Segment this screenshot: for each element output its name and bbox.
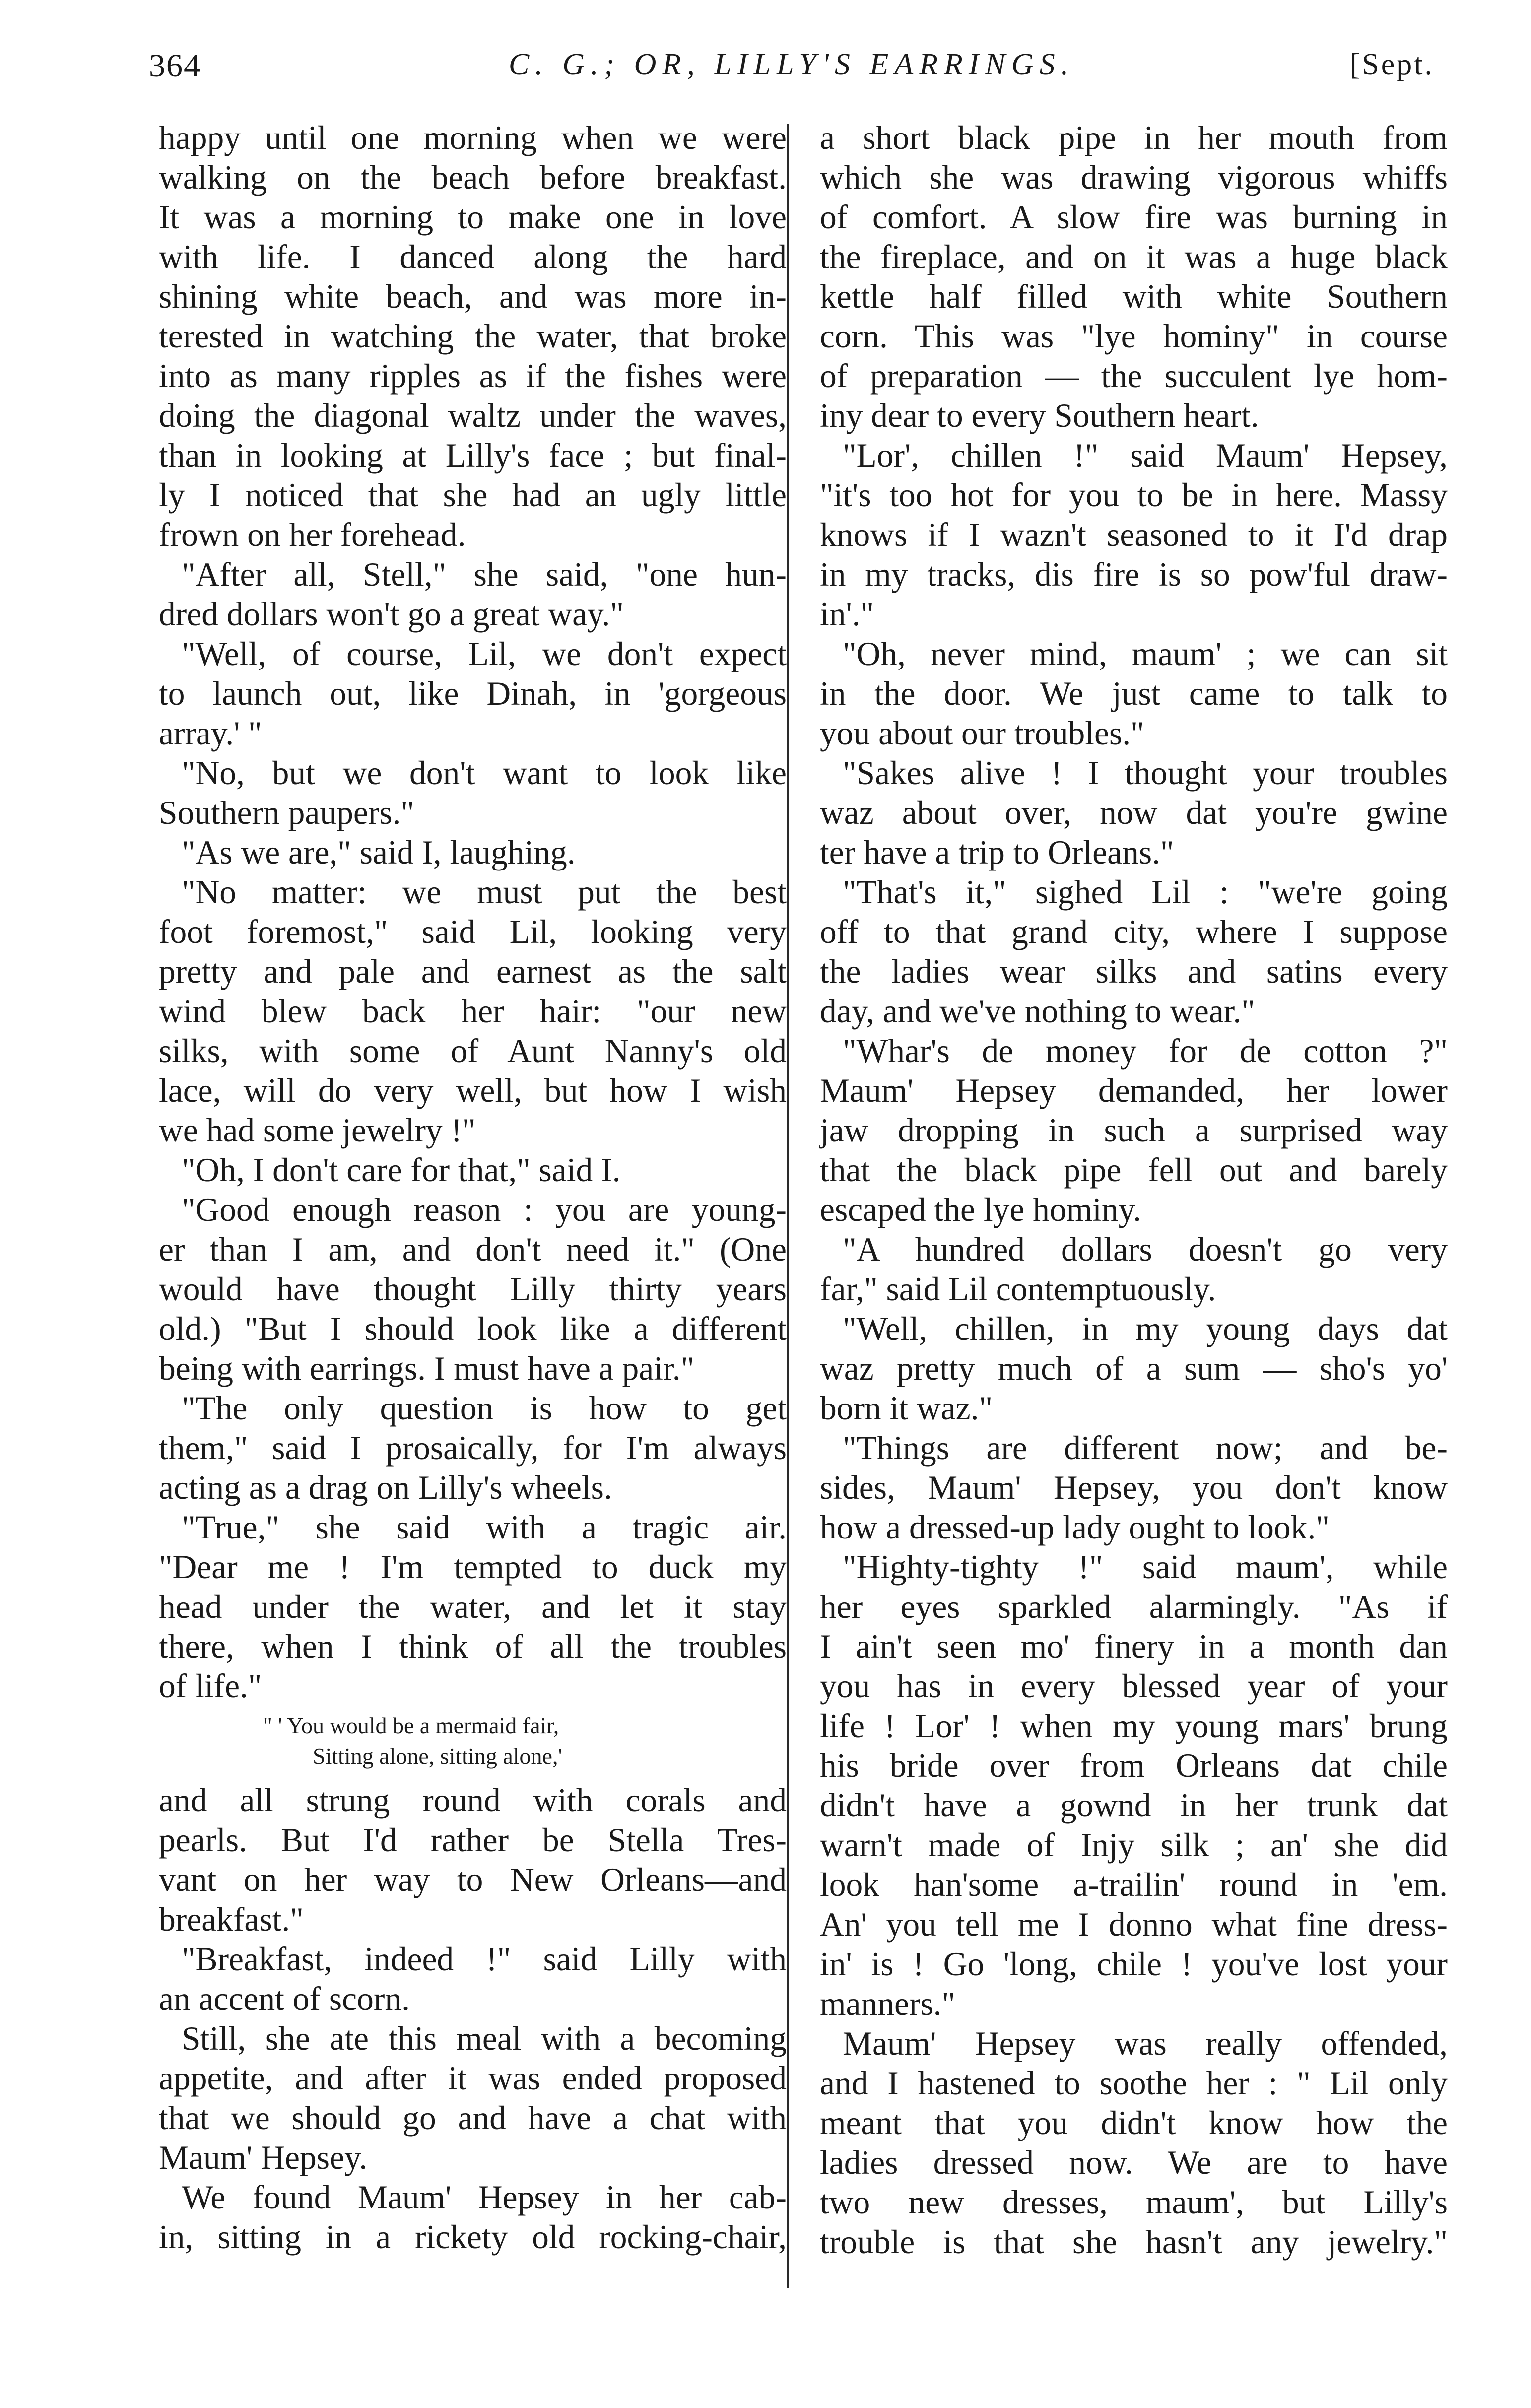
- text-line: with life. I danced along the hard: [159, 238, 787, 275]
- text-line: escaped the lye hominy.: [820, 1191, 1141, 1228]
- text-line: of preparation — the succulent lye hom-: [820, 357, 1448, 395]
- text-line: warn't made of Injy silk ; an' she did: [820, 1826, 1448, 1864]
- text-line: array.' ": [159, 715, 262, 752]
- text-line: the ladies wear silks and satins every: [820, 953, 1448, 990]
- text-line: kettle half filled with white Southern: [820, 278, 1448, 315]
- text-line: to launch out, like Dinah, in 'gorgeous: [159, 675, 787, 712]
- text-line: life ! Lor' ! when my young mars' brung: [820, 1707, 1448, 1744]
- text-line: "As we are," said I, laughing.: [182, 834, 576, 871]
- text-line: didn't have a gownd in her trunk dat: [820, 1787, 1448, 1824]
- text-line: I ain't seen mo' finery in a month dan: [820, 1628, 1448, 1665]
- text-line: we had some jewelry !": [159, 1112, 476, 1149]
- text-line: "After all, Stell," she said, "one hun-: [182, 556, 787, 593]
- text-line: into as many ripples as if the fishes were: [159, 357, 787, 395]
- text-line: "Whar's de money for de cotton ?": [843, 1032, 1448, 1070]
- text-line: iny dear to every Southern heart.: [820, 397, 1259, 434]
- verse-line: " ' You would be a mermaid fair,: [263, 1713, 559, 1738]
- text-line: Maum' Hepsey demanded, her lower: [820, 1072, 1448, 1109]
- issue-month: [Sept.: [1349, 48, 1434, 81]
- text-line: Southern paupers.": [159, 794, 414, 831]
- text-line: "Highty-tighty !" said maum', while: [843, 1548, 1448, 1586]
- text-line: them," said I prosaically, for I'm always: [159, 1429, 787, 1467]
- text-line: his bride over from Orleans dat chile: [820, 1747, 1448, 1784]
- text-line: terested in watching the water, that broke: [159, 318, 787, 355]
- text-line: lace, will do very well, but how I wish: [159, 1072, 787, 1109]
- running-header: [149, 42, 1434, 107]
- text-line: appetite, and after it was ended proposed: [159, 2060, 787, 2097]
- text-line: manners.": [820, 1985, 956, 2022]
- text-line: "it's too hot for you to be in here. Massy: [820, 476, 1448, 514]
- text-line: the fireplace, and on it was a huge black: [820, 238, 1448, 275]
- text-line: It was a morning to make one in love: [159, 199, 787, 236]
- text-line: er than I am, and don't need it." (One: [159, 1231, 787, 1268]
- text-line: that the black pipe fell out and barely: [820, 1151, 1448, 1189]
- text-line: how a dressed-up lady ought to look.": [820, 1509, 1330, 1546]
- text-line: Maum' Hepsey was really offended,: [843, 2025, 1448, 2062]
- text-line: pearls. But I'd rather be Stella Tres-: [159, 1821, 787, 1859]
- text-line: "Well, of course, Lil, we don't expect: [182, 635, 787, 672]
- running-title: C. G.; OR, LILLY'S EARRINGS.: [508, 48, 1075, 81]
- text-line: look han'some a-trailin' round in 'em.: [820, 1866, 1448, 1903]
- text-line: "No matter: we must put the best: [182, 873, 787, 911]
- right-column-text: [820, 118, 1448, 2262]
- text-line: "True," she said with a tragic air.: [182, 1509, 787, 1546]
- left-column: [159, 118, 787, 2257]
- text-line: pretty and pale and earnest as the salt: [159, 953, 787, 990]
- text-line: would have thought Lilly thirty years: [159, 1271, 787, 1308]
- text-line: than in looking at Lilly's face ; but final-: [159, 437, 787, 474]
- text-line: jaw dropping in such a surprised way: [820, 1112, 1448, 1149]
- text-line: waz pretty much of a sum — sho's yo': [820, 1350, 1448, 1387]
- text-line: in' is ! Go 'long, chile ! you've lost your: [820, 1945, 1448, 1983]
- right-column: [820, 118, 1448, 2262]
- text-line: and I hastened to soothe her : " Lil only: [820, 2065, 1448, 2102]
- text-line: in my tracks, dis fire is so pow'ful draw-: [820, 556, 1448, 593]
- text-line: ladies dressed now. We are to have: [820, 2144, 1448, 2181]
- text-line: "Breakfast, indeed !" said Lilly with: [182, 1940, 787, 1978]
- text-line: waz about over, now dat you're gwine: [820, 794, 1448, 831]
- text-line: We found Maum' Hepsey in her cab-: [182, 2179, 787, 2216]
- text-line: An' you tell me I donno what fine dress-: [820, 1906, 1448, 1943]
- text-line: "Good enough reason : you are young-: [182, 1191, 787, 1228]
- text-line: frown on her forehead.: [159, 516, 466, 553]
- text-line: meant that you didn't know how the: [820, 2104, 1448, 2141]
- text-line: you has in every blessed year of your: [820, 1668, 1448, 1705]
- text-line: which she was drawing vigorous whiffs: [820, 159, 1448, 196]
- text-line: ter have a trip to Orleans.": [820, 834, 1174, 871]
- text-line: "Things are different now; and be-: [843, 1429, 1448, 1467]
- text-line: "Lor', chillen !" said Maum' Hepsey,: [843, 437, 1448, 474]
- text-line: of life.": [159, 1668, 262, 1705]
- left-column-text-continued: [159, 1781, 787, 2257]
- text-line: doing the diagonal waltz under the waves,: [159, 397, 787, 434]
- text-line: an accent of scorn.: [159, 1980, 410, 2017]
- text-line: two new dresses, maum', but Lilly's: [820, 2184, 1448, 2221]
- text-line: wind blew back her hair: "our new: [159, 993, 787, 1030]
- text-line: off to that grand city, where I suppose: [820, 913, 1448, 950]
- text-line: walking on the beach before breakfast.: [159, 159, 787, 196]
- text-line: in the door. We just came to talk to: [820, 675, 1448, 712]
- text-line: vant on her way to New Orleans—and: [159, 1861, 787, 1898]
- text-line: that we should go and have a chat with: [159, 2099, 787, 2137]
- text-line: acting as a drag on Lilly's wheels.: [159, 1469, 612, 1506]
- text-line: "No, but we don't want to look like: [182, 754, 787, 792]
- text-line: happy until one morning when we were: [159, 119, 787, 156]
- text-line: her eyes sparkled alarmingly. "As if: [820, 1588, 1448, 1625]
- verse-quote: [159, 1710, 787, 1772]
- text-line: trouble is that she hasn't any jewelry.": [820, 2223, 1448, 2261]
- text-line: silks, with some of Aunt Nanny's old: [159, 1032, 787, 1070]
- text-line: there, when I think of all the troubles: [159, 1628, 787, 1665]
- page-number: 364: [149, 48, 201, 84]
- text-line: "Oh, I don't care for that," said I.: [182, 1151, 621, 1189]
- text-line: dred dollars won't go a great way.": [159, 596, 624, 633]
- text-line: far," said Lil contemptuously.: [820, 1271, 1216, 1308]
- column-divider: [787, 124, 789, 2288]
- text-line: "A hundred dollars doesn't go very: [843, 1231, 1448, 1268]
- text-line: corn. This was "lye hominy" in course: [820, 318, 1448, 355]
- left-column-text: [159, 118, 787, 1706]
- text-line: a short black pipe in her mouth from: [820, 119, 1448, 156]
- text-line: born it waz.": [820, 1390, 993, 1427]
- text-line: Still, she ate this meal with a becoming: [182, 2020, 787, 2057]
- text-line: "Sakes alive ! I thought your troubles: [843, 754, 1448, 792]
- text-line: you about our troubles.": [820, 715, 1144, 752]
- text-line: shining white beach, and was more in-: [159, 278, 787, 315]
- text-line: ly I noticed that she had an ugly little: [159, 476, 787, 514]
- text-line: day, and we've nothing to wear.": [820, 993, 1255, 1030]
- text-line: in'.": [820, 596, 874, 633]
- text-line: of comfort. A slow fire was burning in: [820, 199, 1448, 236]
- text-line: breakfast.": [159, 1901, 304, 1938]
- text-line: knows if I wazn't seasoned to it I'd drap: [820, 516, 1448, 553]
- text-line: in, sitting in a rickety old rocking-chair,: [159, 2218, 787, 2256]
- text-line: head under the water, and let it stay: [159, 1588, 787, 1625]
- text-line: sides, Maum' Hepsey, you don't know: [820, 1469, 1448, 1506]
- text-line: "Dear me ! I'm tempted to duck my: [159, 1548, 787, 1586]
- text-line: "Well, chillen, in my young days dat: [843, 1310, 1448, 1347]
- text-line: Maum' Hepsey.: [159, 2139, 368, 2176]
- text-line: foot foremost," said Lil, looking very: [159, 913, 787, 950]
- text-line: "That's it," sighed Lil : "we're going: [843, 873, 1448, 911]
- text-line: and all strung round with corals and: [159, 1782, 787, 1819]
- text-line: "The only question is how to get: [182, 1390, 787, 1427]
- text-line: old.) "But I should look like a different: [159, 1310, 787, 1347]
- text-line: "Oh, never mind, maum' ; we can sit: [843, 635, 1448, 672]
- verse-line: Sitting alone, sitting alone,': [313, 1743, 562, 1769]
- text-line: being with earrings. I must have a pair.": [159, 1350, 695, 1387]
